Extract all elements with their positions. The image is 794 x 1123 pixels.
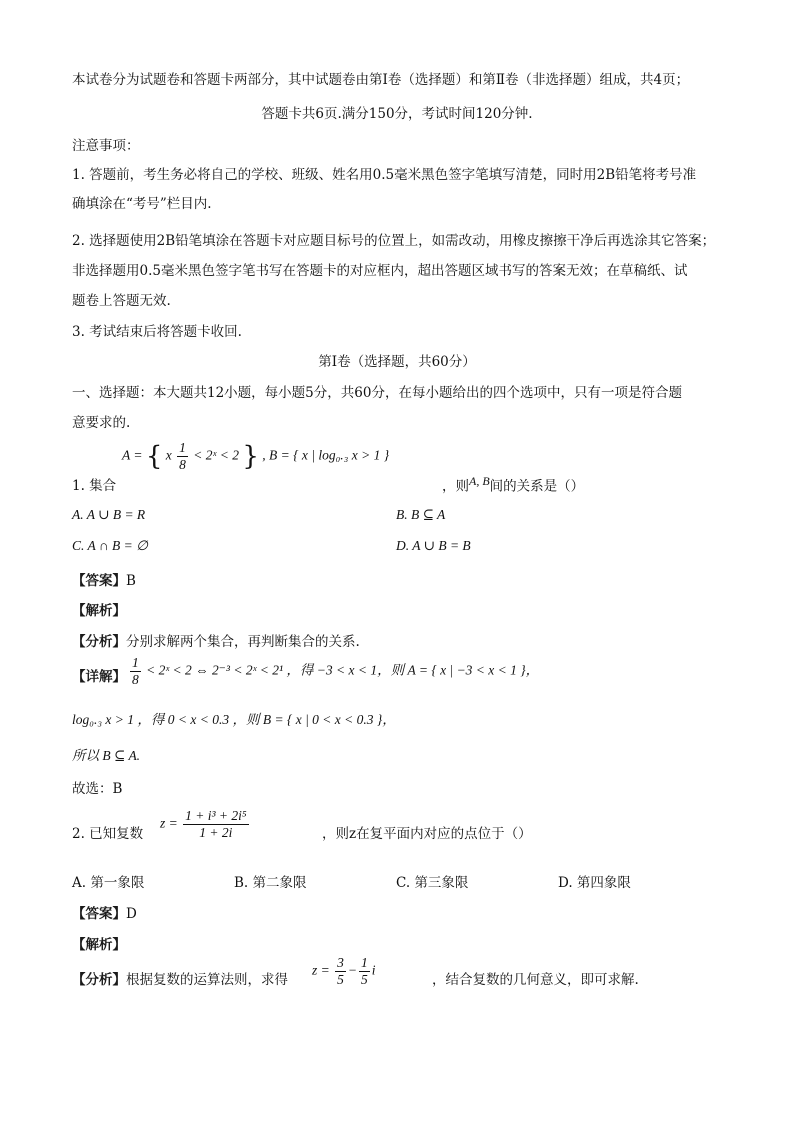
z-eq: z = (160, 815, 178, 831)
set-a-condition: < 2ˣ < 2 (193, 447, 239, 463)
q2-option-b: B. 第二象限 (234, 875, 307, 891)
ab-label: A, B (469, 474, 490, 488)
section-desc-a: 一、选择题：本大题共12小题，每小题5分，共60分，在每小题给出的四个选项中，只有一项是符合题 (72, 385, 682, 401)
result-frac-2-num: 1 (361, 955, 368, 970)
complex-den: 1 + 2i (199, 825, 233, 840)
answer-value: B (126, 573, 136, 589)
set-a-var: x (165, 447, 172, 463)
detail-1-math (128, 655, 539, 688)
note-2a: 2. 选择题使用2B铅笔填涂在答题卡对应题目标号的位置上，如需改动，用橡皮擦擦干净后再选涂其它答案； (72, 233, 716, 249)
question-1-tail (442, 474, 584, 495)
q1-analysis-tag: 【解析】 (72, 603, 126, 619)
imaginary-unit: i (371, 962, 376, 978)
q1-option-c: C. A ∩ B = ∅ (72, 538, 148, 553)
q1-conclusion: 故选：B (72, 781, 123, 797)
note-3: 3. 考试结束后将答题卡收回. (72, 324, 242, 340)
result-frac-1-num: 3 (337, 955, 344, 970)
question-1-sets (122, 440, 389, 473)
q2-fenxi-pre (72, 968, 288, 988)
q1-fenxi (72, 630, 360, 650)
q1-option-d: D. A ∪ B = B (396, 538, 471, 553)
q1-detail-2: log₀.₃ x > 1 ，得 0 < x < 0.3 ，则 B = { x | 0 < x < 0.3 }， (72, 712, 396, 727)
note-2b: 非选择题用0.5毫米黑色签字笔书写在答题卡的对应框内，超出答题区域书写的答案无效；在草稿纸、试 (72, 263, 688, 279)
q1-option-b: B. B ⊆ A (396, 507, 446, 522)
answer-tag: 【答案】 (72, 573, 126, 589)
q2-result-formula (312, 955, 376, 988)
complex-num: 1 + i³ + 2i⁵ (185, 808, 247, 823)
result-frac-2-den: 5 (361, 972, 368, 987)
fenxi-pre-text: 根据复数的运算法则，求得 (126, 972, 288, 988)
question-2-tail: ，则z在复平面内对应的点位于（） (322, 826, 532, 842)
note-1a: 1. 答题前，考生务必将自己的学校、班级、姓名用0.5毫米黑色签字笔填写清楚，同时用2B铅笔将考号准 (72, 167, 697, 183)
minus-sign: − (347, 962, 357, 978)
z-result-label: z = (312, 962, 330, 978)
q2-option-c: C. 第三象限 (396, 875, 469, 891)
question-2-formula (160, 808, 251, 841)
section-title: 第Ⅰ卷（选择题，共60分） (318, 354, 476, 370)
detail-frac-num: 1 (132, 655, 139, 670)
result-frac-2 (359, 955, 370, 988)
result-frac-1 (335, 955, 346, 988)
q1-answer (72, 569, 136, 589)
detail-frac-den: 8 (132, 672, 139, 687)
brace-close: } (242, 441, 259, 472)
set-b-definition: , B = { x | log₀.₃ x > 1 } (262, 447, 390, 463)
answer-value: D (126, 906, 137, 922)
q1-detail-3: 所以 B ⊆ A. (72, 748, 141, 763)
note-2c: 题卷上答题无效. (72, 293, 171, 309)
detail-1-tail: ，得 −3 < x < 1，则 A = { x | −3 < x < 1 }， (286, 662, 540, 678)
detail-tag: 【详解】 (72, 669, 126, 685)
set-a-label: A = (122, 447, 143, 463)
detail-1-mid: < 2ˣ < 2 ⇔ 2⁻³ < 2ˣ < 2¹ (146, 662, 284, 678)
intro-line-1: 本试卷分为试题卷和答题卡两部分，其中试题卷由第Ⅰ卷（选择题）和第Ⅱ卷（非选择题）组成，共4页； (72, 72, 690, 88)
complex-fraction (183, 808, 248, 841)
fenxi-tag: 【分析】 (72, 634, 126, 650)
tail-post: 间的关系是（） (489, 478, 585, 495)
q2-fenxi-post: ，结合复数的几何意义，即可求解. (432, 972, 639, 988)
frac-num: 1 (179, 440, 186, 455)
q2-analysis-tag: 【解析】 (72, 937, 126, 953)
result-frac-1-den: 5 (337, 972, 344, 987)
question-2-number: 2. 已知复数 (72, 826, 144, 842)
detail-fraction (130, 655, 141, 688)
fenxi-tag: 【分析】 (72, 972, 126, 988)
notes-title: 注意事项： (72, 138, 140, 154)
q2-answer (72, 902, 137, 922)
question-1-number: 1. 集合 (72, 478, 117, 494)
q2-option-d: D. 第四象限 (558, 875, 631, 891)
section-desc-b: 意要求的. (72, 415, 131, 431)
frac-den: 8 (179, 457, 186, 472)
fenxi-text: 分别求解两个集合，再判断集合的关系. (126, 634, 360, 650)
tail-pre: ，则 (442, 478, 469, 495)
q1-option-a: A. A ∪ B = R (72, 507, 146, 522)
note-1b: 确填涂在“考号”栏目内. (72, 196, 212, 212)
answer-tag: 【答案】 (72, 906, 126, 922)
intro-line-2: 答题卡共6页.满分150分，考试时间120分钟. (261, 106, 533, 122)
fraction-one-eighth (177, 440, 188, 473)
brace-open: { (145, 441, 163, 472)
q2-option-a: A. 第一象限 (72, 875, 145, 891)
